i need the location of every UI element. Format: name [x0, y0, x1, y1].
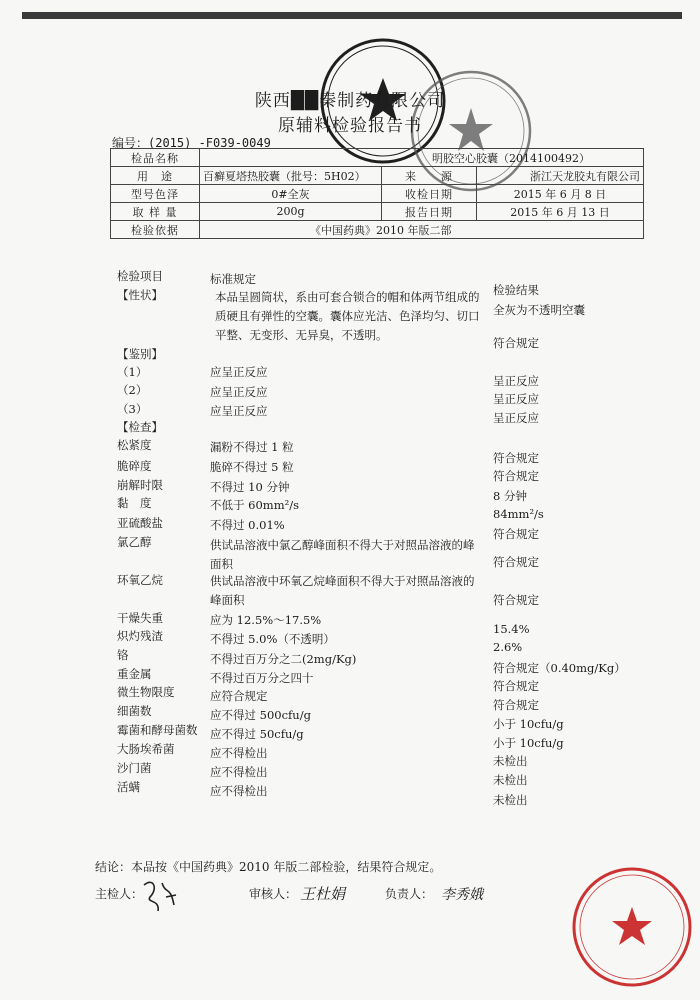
check-standard: 应不得过 50cfu/g [210, 727, 304, 741]
check-result: 未检出 [493, 754, 528, 768]
check-standard: 应为 12.5%～17.5% [210, 613, 322, 627]
check-item: 细菌数 [117, 704, 152, 718]
check-result: 符合规定 [493, 469, 539, 483]
source-value: 浙江天龙胶丸有限公司 [477, 167, 644, 185]
check-result: 小于 10cfu/g [493, 736, 564, 750]
check-item: 沙门菌 [117, 761, 152, 775]
sample-name-label: 检品名称 [111, 149, 200, 167]
usage-value: 百癣夏塔热胶囊（批号：5H02） [200, 167, 382, 185]
check-standard: 不得过 0.01% [210, 518, 285, 532]
check-item: 活螨 [117, 780, 140, 794]
check-item: 炽灼残渣 [117, 629, 163, 643]
check-standard: 应不得检出 [210, 784, 268, 798]
basis-label: 检验依据 [111, 221, 200, 239]
ethylene-oxide-result: 符合规定 [493, 593, 539, 607]
identification-heading: 【鉴别】 [117, 347, 163, 361]
check-standard: 应不得过 500cfu/g [210, 708, 311, 722]
ident-3-result: 呈正反应 [493, 411, 539, 425]
check-item: 铬 [117, 648, 129, 662]
check-item: 崩解时限 [117, 478, 163, 492]
ethylene-oxide-item: 环氧乙烷 [117, 573, 163, 587]
conclusion-text: 结论：本品按《中国药典》2010 年版二部检验，结果符合规定。 [95, 860, 442, 874]
report-date-value: 2015 年 6 月 13 日 [477, 203, 644, 221]
chloroethanol-standard: 供试品溶液中氯乙醇峰面积不得大于对照品溶液的峰面积 [210, 538, 475, 571]
check-result: 未检出 [493, 773, 528, 787]
responsible-signature: 李秀娥 [441, 887, 483, 903]
check-heading: 【检查】 [117, 420, 163, 434]
basis-value: 《中国药典》2010 年版二部 [200, 221, 644, 239]
check-item: 微生物限度 [117, 685, 175, 699]
appearance-standard: 本品呈圆筒状，系由可套合锁合的帽和体两节组成的质硬且有弹性的空囊。囊体应光洁、色泽均匀、切口平整、无变形、无异臭，不透明。 [215, 290, 480, 342]
top-border [22, 12, 682, 19]
document-number: 编号：(2015) -F039-0049 [112, 136, 271, 150]
inspector-signature [140, 875, 180, 919]
col-result-header: 检验结果 [493, 283, 539, 297]
check-item: 脆碎度 [117, 459, 152, 473]
report-title: 原辅料检验报告书 [278, 116, 422, 136]
source-label: 来 源 [382, 167, 477, 185]
appearance-result: 全灰为不透明空囊 [493, 303, 585, 317]
usage-label: 用 途 [111, 167, 200, 185]
info-table [110, 148, 644, 239]
report-date-label: 报告日期 [382, 203, 477, 221]
inspector-label: 主检人： [95, 887, 144, 901]
check-standard: 应不得检出 [210, 746, 268, 760]
responsible-label: 负责人： [385, 887, 434, 901]
col-standard-header: 标准规定 [210, 272, 256, 286]
check-result: 小于 10cfu/g [493, 717, 564, 731]
check-result: 84mm²/s [493, 507, 544, 521]
appearance-heading: 【性状】 [117, 288, 163, 302]
ident-1-result: 呈正反应 [493, 374, 539, 388]
amount-value: 200g [200, 203, 382, 221]
amount-label: 取 样 量 [111, 203, 200, 221]
ident-1-standard: 应呈正反应 [210, 365, 268, 379]
appearance-conclusion: 符合规定 [493, 336, 539, 350]
check-standard: 不低于 60mm²/s [210, 498, 299, 512]
check-result: 符合规定（0.40mg/Kg） [493, 661, 626, 675]
check-item: 霉菌和酵母菌数 [117, 723, 198, 737]
col-item-header: 检验项目 [117, 269, 163, 283]
check-item: 亚硫酸盐 [117, 516, 163, 530]
chloroethanol-result: 符合规定 [493, 555, 539, 569]
spec-label: 型号色泽 [111, 185, 200, 203]
check-result: 符合规定 [493, 698, 539, 712]
check-result: 15.4% [493, 622, 530, 636]
check-result: 符合规定 [493, 451, 539, 465]
check-item: 松紧度 [117, 438, 152, 452]
received-date-value: 2015 年 6 月 8 日 [477, 185, 644, 203]
ident-3-label: （3） [117, 402, 148, 416]
check-standard: 脆碎不得过 5 粒 [210, 460, 294, 474]
check-standard: 漏粉不得过 1 粒 [210, 440, 294, 454]
check-item: 重金属 [117, 667, 152, 681]
check-standard: 应不得检出 [210, 765, 268, 779]
sample-name-value: 明胶空心胶囊（2014100492） [200, 149, 644, 167]
reviewer-signature: 王杜娟 [300, 885, 346, 903]
company-name: 陕西██秦制药有限公司 [254, 91, 446, 111]
ident-1-label: （1） [117, 365, 148, 379]
check-standard: 不得过百万分之四十 [210, 671, 314, 685]
check-standard: 应符合规定 [210, 689, 268, 703]
received-date-label: 收检日期 [382, 185, 477, 203]
company-stamp-3 [570, 865, 695, 990]
check-result: 未检出 [493, 793, 528, 807]
check-item: 干燥失重 [117, 611, 163, 625]
check-item: 大肠埃希菌 [117, 742, 175, 756]
ident-3-standard: 应呈正反应 [210, 404, 268, 418]
spec-value: 0#全灰 [200, 185, 382, 203]
ident-2-result: 呈正反应 [493, 392, 539, 406]
ident-2-standard: 应呈正反应 [210, 385, 268, 399]
check-standard: 不得过百万分之二(2mg/Kg) [210, 652, 357, 666]
check-result: 8 分钟 [493, 489, 527, 503]
check-result: 2.6% [493, 640, 523, 654]
check-result: 符合规定 [493, 527, 539, 541]
ident-2-label: （2） [117, 383, 148, 397]
ethylene-oxide-standard: 供试品溶液中环氧乙烷峰面积不得大于对照品溶液的峰面积 [210, 574, 475, 607]
reviewer-label: 审核人： [249, 887, 298, 901]
chloroethanol-item: 氯乙醇 [117, 535, 152, 549]
check-standard: 不得过 5.0%（不透明） [210, 632, 335, 646]
check-item: 黏 度 [117, 496, 152, 510]
check-standard: 不得过 10 分钟 [210, 480, 290, 494]
check-result: 符合规定 [493, 679, 539, 693]
